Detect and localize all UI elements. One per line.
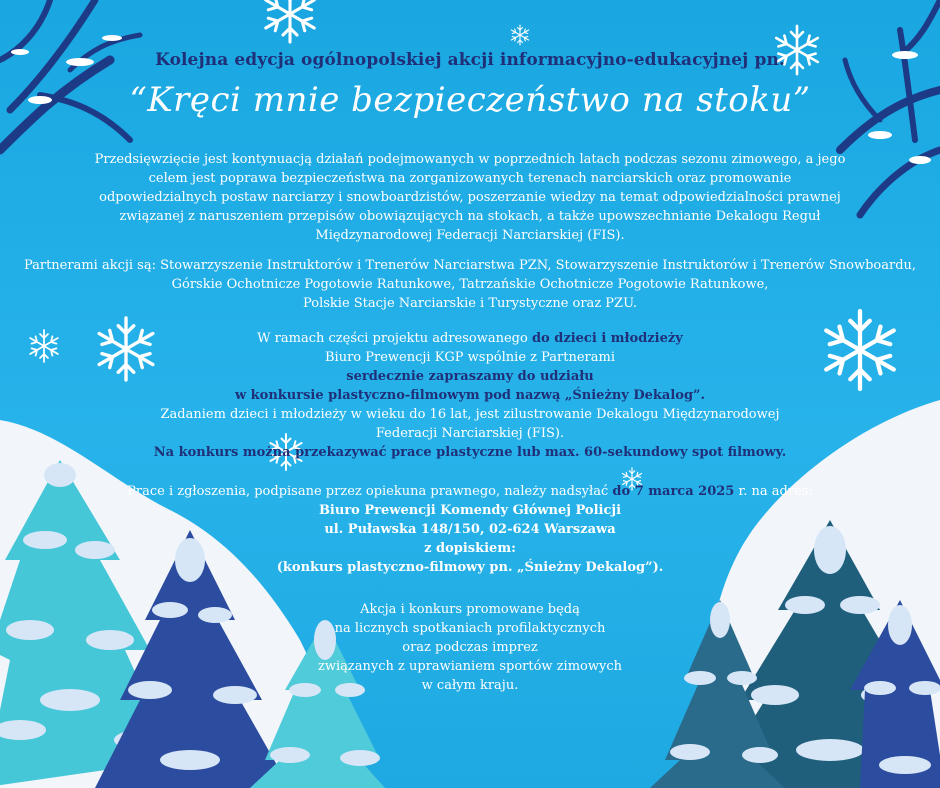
contest-line: Zadaniem dzieci i młodzieży w wieku do 16 lat, jest zilustrowanie Dekalogu Międzynarodowej (160, 407, 780, 422)
slogan-title: “Kręci mnie bezpieczeństwo na stoku” (129, 80, 811, 120)
intro-line: Przedsięwzięcie jest kontynuacją działań podejmowanych w poprzednich latach podczas sezonu zimowego, a jego (94, 152, 846, 167)
partners-line: Polskie Stacje Narciarskie i Turystyczne oraz PZU. (303, 296, 637, 311)
partners-line: Partnerami akcji są: Stowarzyszenie Instruktorów i Trenerów Narciarstwa PZN, Stowarzyszenie Instruktorów i Trenerów Snowboardu, (23, 258, 917, 273)
submission-line (0, 482, 940, 501)
address-line: Biuro Prewencji Komendy Głównej Policji (318, 503, 622, 518)
contest-text: W ramach części projektu adresowanego (257, 331, 532, 346)
address-line: ul. Puławska 148/150, 02-624 Warszawa (324, 522, 616, 537)
branches-top-left (0, 0, 140, 150)
contest-line: Biuro Prewencji KGP wspólnie z Partnerami (325, 350, 615, 365)
submission-paragraph (0, 482, 940, 577)
partners-line: Górskie Ochotnicze Pogotowie Ratunkowe, Tatrzańskie Ochotnicze Pogotowie Ratunkowe, (171, 277, 769, 292)
contest-line (0, 329, 940, 348)
closing-line: Akcja i konkurs promowane będą (360, 602, 580, 617)
closing-paragraph (0, 600, 940, 695)
deadline: do 7 marca 2025 (612, 484, 735, 499)
contest-invitation: serdecznie zapraszamy do udziału (346, 369, 594, 384)
submission-text: Prace i zgłoszenia, podpisane przez opiekuna prawnego, należy nadsyłać (127, 484, 613, 499)
address-line: z dopiskiem: (424, 541, 516, 556)
closing-line: oraz podczas imprez (402, 640, 538, 655)
intro-paragraph (0, 150, 940, 245)
contest-formats: Na konkurs można przekazywać prace plastyczne lub max. 60-sekundowy spot filmowy. (153, 445, 787, 460)
closing-line: w całym kraju. (421, 678, 519, 693)
contest-paragraph (0, 329, 940, 462)
intro-line: celem jest poprawa bezpieczeństwa na zorganizowanych terenach narciarskich oraz promowanie (148, 171, 792, 186)
closing-line: związanych z uprawianiem sportów zimowych (318, 659, 622, 674)
address-line: (konkurs plastyczno-filmowy pn. „Śnieżny Dekalog”). (276, 560, 664, 575)
contest-audience: do dzieci i młodzieży (531, 331, 683, 346)
intro-line: odpowiedzialnych postaw narciarzy i snowboardzistów, poszerzanie wiedzy na temat odpowiedzialności prawnej (99, 190, 841, 205)
headline: Kolejna edycja ogólnopolskiej akcji informacyjno-edukacyjnej pn. (155, 50, 785, 70)
contest-name: w konkursie plastyczno-filmowym pod nazwą „Śnieżny Dekalog”. (234, 388, 706, 403)
intro-line: Międzynarodowej Federacji Narciarskiej (FIS). (315, 228, 625, 243)
contest-line: Federacji Narciarskiej (FIS). (375, 426, 565, 441)
partners-paragraph (0, 256, 940, 313)
intro-line: związanej z naruszeniem przepisów obowiązujących na stokach, a także upowszechnianie Dekalogu Reguł (119, 209, 821, 224)
submission-text: r. na adres: (734, 484, 813, 499)
closing-line: na licznych spotkaniach profilaktycznych (334, 621, 606, 636)
